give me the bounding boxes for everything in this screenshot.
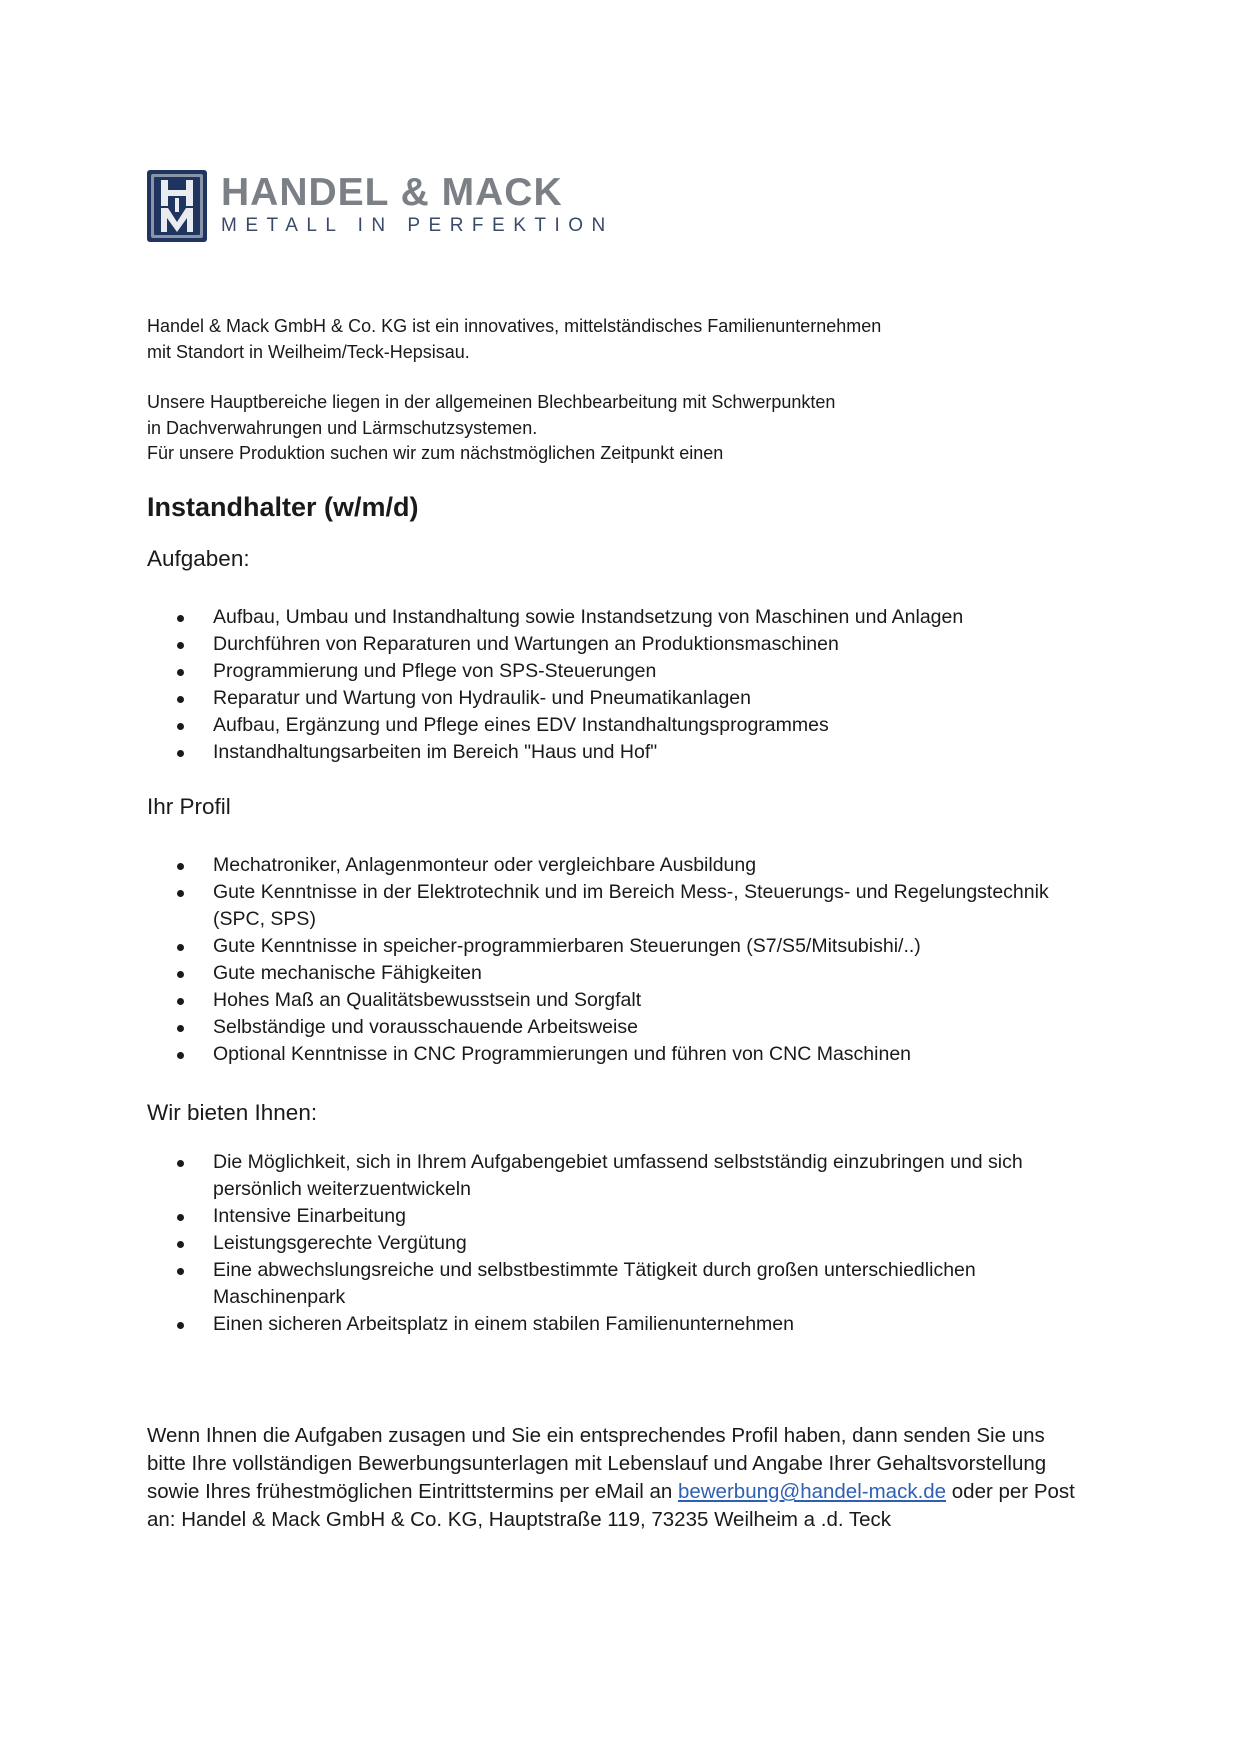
list-item: Gute Kenntnisse in speicher-programmierbaren Steuerungen (S7/S5/Mitsubishi/..) — [147, 933, 1087, 960]
list-item: Durchführen von Reparaturen und Wartungen an Produktionsmaschinen — [147, 631, 1087, 658]
hm-logo-mark-icon — [147, 170, 207, 242]
job-title: Instandhalter (w/m/d) — [147, 492, 419, 522]
intro-line: in Dachverwahrungen und Lärmschutzsystemen. — [147, 417, 538, 438]
list-item: Programmierung und Pflege von SPS-Steuerungen — [147, 658, 1087, 685]
profil-list — [147, 852, 1087, 1068]
closing-text-after: oder per Post an: Handel & Mack GmbH & Co. KG, Hauptstraße 119, 73235 Weilheim a .d. Teck — [147, 1480, 1075, 1531]
logo-subtitle: METALL IN PERFEKTION — [221, 215, 614, 236]
list-item: Selbständige und vorausschauende Arbeitsweise — [147, 1014, 1087, 1041]
company-logo — [147, 170, 614, 242]
bieten-heading: Wir bieten Ihnen: — [147, 1100, 318, 1125]
list-item: Einen sicheren Arbeitsplatz in einem stabilen Familienunternehmen — [147, 1311, 1087, 1338]
list-item: Eine abwechslungsreiche und selbstbestimmte Tätigkeit durch großen unterschiedlichen Maschinenpark — [147, 1257, 1087, 1311]
list-item: Aufbau, Umbau und Instandhaltung sowie Instandsetzung von Maschinen und Anlagen — [147, 604, 1087, 631]
list-item: Leistungsgerechte Vergütung — [147, 1230, 1087, 1257]
intro-line: Handel & Mack GmbH & Co. KG ist ein innovatives, mittelständisches Familienunternehmen — [147, 316, 882, 336]
list-item: Reparatur und Wartung von Hydraulik- und Pneumatikanlagen — [147, 685, 1087, 712]
intro-line: Für unsere Produktion suchen wir zum nächstmöglichen Zeitpunkt einen — [147, 443, 724, 463]
aufgaben-heading: Aufgaben: — [147, 546, 250, 571]
list-item: Intensive Einarbeitung — [147, 1203, 1087, 1230]
list-item: Instandhaltungsarbeiten im Bereich "Haus und Hof" — [147, 739, 1087, 766]
aufgaben-list — [147, 604, 1087, 766]
list-item: Gute mechanische Fähigkeiten — [147, 960, 1087, 987]
closing-paragraph — [147, 1422, 1087, 1534]
intro-text — [147, 314, 1107, 467]
bieten-list — [147, 1149, 1087, 1338]
logo-title: HANDEL & MACK — [221, 171, 563, 214]
list-item: Mechatroniker, Anlagenmonteur oder vergleichbare Ausbildung — [147, 852, 1087, 879]
list-item: Gute Kenntnisse in der Elektrotechnik und im Bereich Mess-, Steuerungs- und Regelungstechnik (SPC, SPS) — [147, 879, 1087, 933]
closing-text-before: Wenn Ihnen die Aufgaben zusagen und Sie ein entsprechendes Profil haben, dann senden Sie uns bitte Ihre vollständigen Bewerbungsunterlagen mit Lebenslauf und Angabe Ihrer Gehaltsvorstellung sowie Ihres frühestmöglichen Eintrittstermins per eMail an — [147, 1424, 1047, 1503]
list-item: Aufbau, Ergänzung und Pflege eines EDV Instandhaltungsprogrammes — [147, 712, 1087, 739]
intro-line: mit Standort in Weilheim/Teck-Hepsisau. — [147, 341, 470, 362]
list-item: Hohes Maß an Qualitätsbewusstsein und Sorgfalt — [147, 987, 1087, 1014]
intro-line: Unsere Hauptbereiche liegen in der allgemeinen Blechbearbeitung mit Schwerpunkten — [147, 392, 836, 412]
profil-heading: Ihr Profil — [147, 794, 231, 819]
email-link[interactable]: bewerbung@handel-mack.de — [677, 1480, 947, 1503]
list-item: Optional Kenntnisse in CNC Programmierungen und führen von CNC Maschinen — [147, 1041, 1087, 1068]
list-item: Die Möglichkeit, sich in Ihrem Aufgabengebiet umfassend selbstständig einzubringen und sich persönlich weiterzuentwickeln — [147, 1149, 1087, 1203]
